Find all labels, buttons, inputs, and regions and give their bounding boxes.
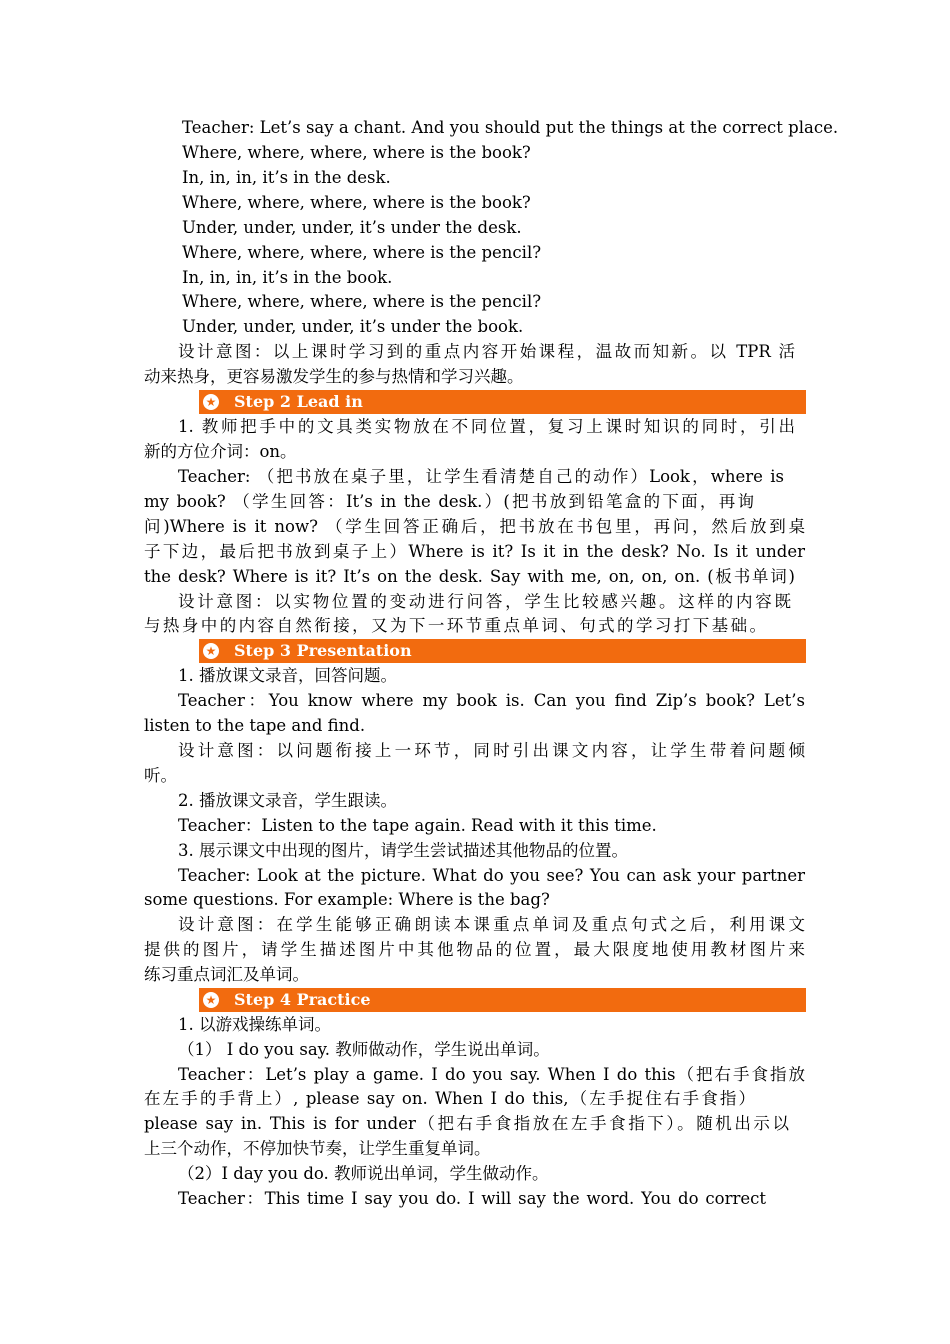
step4-line-7: （2）I day you do. 教师说出单词，学生做动作。 — [178, 1164, 549, 1183]
step4-line-5: please say in. This is for under（把右手食指放在左手食指下）。随机出示以 — [144, 1114, 789, 1133]
chant-line-4: Where, where, where, where is the book? — [182, 193, 531, 212]
step3-line-11: 设计意图：在学生能够正确朗读本课重点单词及重点句式之后，利用课文 — [178, 915, 805, 934]
step4-header-bar — [199, 988, 806, 1012]
design-intent-1-line-2: 动来热身，更容易激发学生的参与热情和学习兴趣。 — [144, 367, 524, 386]
step3-line-4: 设计意图：以问题衔接上一环节，同时引出课文内容，让学生带着问题倾 — [178, 741, 805, 760]
chant-line-8: Where, where, where, where is the pencil? — [182, 292, 542, 311]
chant-line-9: Under, under, under, it’s under the book. — [182, 317, 524, 336]
step3-line-12: 提供的图片，请学生描述图片中其他物品的位置，最大限度地使用教材图片来 — [144, 940, 805, 959]
chant-line-1: Teacher: Let’s say a chant. And you should put the things at the correct place. — [182, 118, 839, 137]
step3-line-10: some questions. For example: Where is the bag? — [144, 890, 550, 909]
step2-line-6: 子下边，最后把书放到桌子上）Where is it? Is it in the desk? No. Is it under — [144, 542, 805, 561]
step3-line-1: 1. 播放课文录音，回答问题。 — [178, 666, 397, 685]
step3-line-5: 听。 — [144, 766, 177, 785]
step2-line-7: the desk? Where is it? It’s on the desk. Say with me, on, on, on. (板书单词) — [144, 567, 795, 586]
step2-line-3: Teacher: （把书放在桌子里，让学生看清楚自己的动作）Look，where is — [178, 467, 784, 486]
step4-line-2: （1） I do you say. 教师做动作，学生说出单词。 — [178, 1040, 550, 1059]
design-intent-1-line-1: 设计意图：以上课时学习到的重点内容开始课程，温故而知新。以 TPR 活 — [178, 342, 795, 361]
step3-line-7: Teacher：Listen to the tape again. Read with it this time. — [178, 816, 657, 835]
step3-line-2: Teacher：You know where my book is. Can you find Zip’s book? Let’s — [178, 691, 805, 710]
step2-line-9: 与热身中的内容自然衔接，又为下一环节重点单词、句式的学习打下基础。 — [144, 616, 766, 635]
chant-line-2: Where, where, where, where is the book? — [182, 143, 531, 162]
step2-header-bar — [199, 390, 806, 414]
chant-line-5: Under, under, under, it’s under the desk. — [182, 218, 522, 237]
step3-line-9: Teacher: Look at the picture. What do you see? You can ask your partner — [178, 866, 805, 885]
chant-line-7: In, in, in, it’s in the book. — [182, 268, 393, 287]
step2-line-5: 问)Where is it now? （学生回答正确后，把书放在书包里，再问，然后放到桌 — [144, 517, 805, 536]
step4-line-3: Teacher：Let’s play a game. I do you say. When I do this（把右手食指放 — [178, 1065, 805, 1084]
star-icon — [203, 643, 219, 659]
step3-header-bar — [199, 639, 806, 663]
step2-line-2: 新的方位介词：on。 — [144, 442, 297, 461]
step4-title: Step 4 Practice — [234, 990, 371, 1009]
step4-line-4: 在左手的手背上）, please say on. When I do this,（左手捉住右手食指） — [144, 1089, 755, 1108]
step4-line-6: 上三个动作，不停加快节奏，让学生重复单词。 — [144, 1139, 491, 1158]
chant-line-3: In, in, in, it’s in the desk. — [182, 168, 391, 187]
step3-line-13: 练习重点词汇及单词。 — [144, 965, 309, 984]
step2-title: Step 2 Lead in — [234, 392, 363, 411]
step3-line-3: listen to the tape and find. — [144, 716, 366, 735]
step2-line-1: 1. 教师把手中的文具类实物放在不同位置，复习上课时知识的同时，引出 — [178, 417, 795, 436]
step3-line-8: 3. 展示课文中出现的图片，请学生尝试描述其他物品的位置。 — [178, 841, 628, 860]
step3-title: Step 3 Presentation — [234, 641, 412, 660]
chant-line-6: Where, where, where, where is the pencil? — [182, 243, 542, 262]
step4-line-8: Teacher：This time I say you do. I will say the word. You do correct — [178, 1189, 766, 1208]
step4-line-1: 1. 以游戏操练单词。 — [178, 1015, 331, 1034]
star-icon — [203, 992, 219, 1008]
step3-line-6: 2. 播放课文录音，学生跟读。 — [178, 791, 397, 810]
star-icon — [203, 394, 219, 410]
step2-line-4: my book? （学生回答：It’s in the desk.）(把书放到铅笔盒的下面，再询 — [144, 492, 754, 511]
step2-line-8: 设计意图：以实物位置的变动进行问答，学生比较感兴趣。这样的内容既 — [178, 592, 791, 611]
